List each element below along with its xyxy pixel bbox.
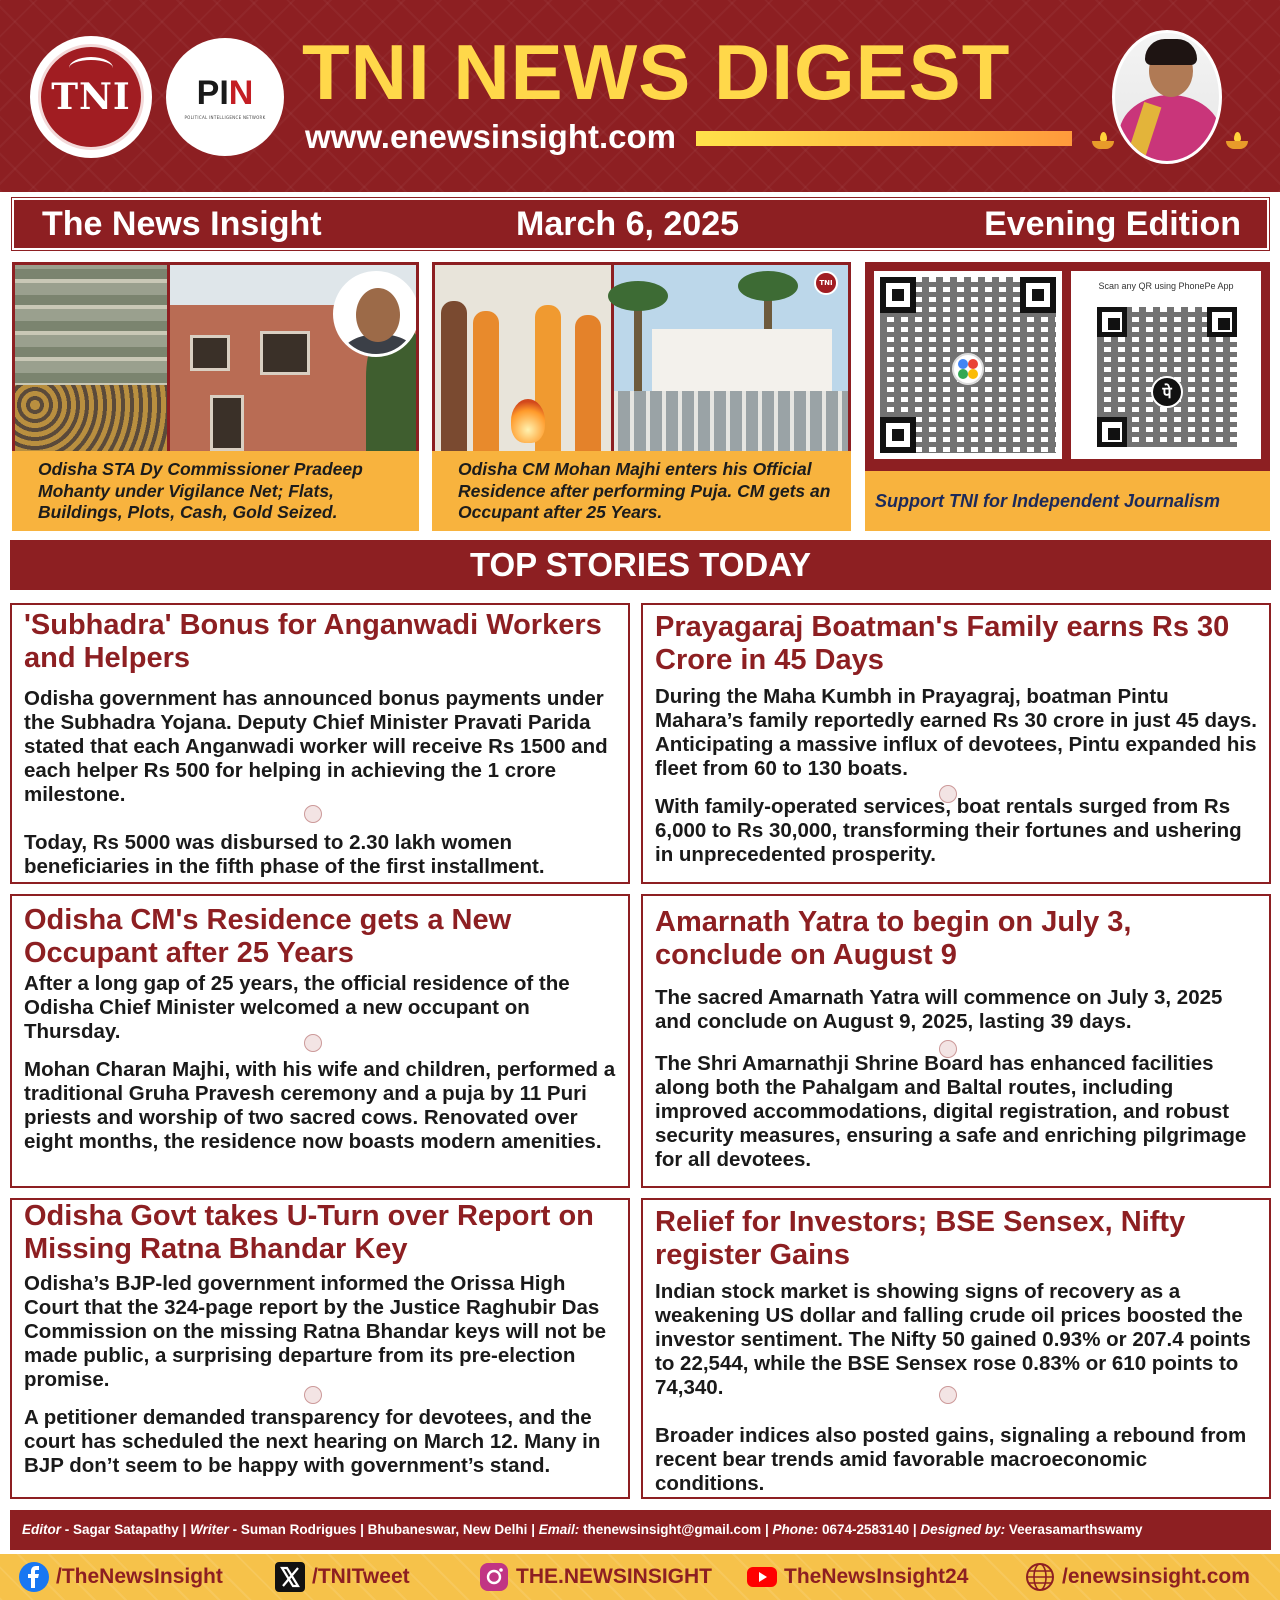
youtube-icon	[746, 1561, 778, 1593]
phonepe-icon: पे	[1151, 376, 1183, 408]
tni-watermark-icon	[939, 785, 957, 803]
tni-watermark-icon	[939, 1040, 957, 1058]
brand-name: The News Insight	[42, 205, 322, 243]
scan-note: Scan any QR using PhonePe App	[1098, 281, 1234, 291]
story-paragraph: Odisha’s BJP-led government informed the Orissa High Court that the 324-page report by the Justice Raghubir Das Commission on the missing Ratna Bhandar keys will not be made public, a surprising departure from its pre-election promise.	[24, 1272, 607, 1391]
photo-card-vigilance[interactable]	[12, 262, 419, 531]
google-pay-icon	[952, 353, 984, 385]
x-handle: /TNITweet	[312, 1565, 410, 1588]
phonepe-qr-panel[interactable]	[1071, 271, 1261, 459]
section-header	[10, 540, 1271, 590]
story-paragraph: Odisha government has announced bonus payments under the Subhadra Yojana. Deputy Chief Minister Pravati Parida stated that each Anganwadi worker will receive Rs 1500 and each helper Rs 500 for helping in achieving the 1 crore milestone.	[24, 687, 608, 806]
social-links-bar	[0, 1554, 1280, 1600]
story-paragraph: Mohan Charan Majhi, with his wife and children, performed a traditional Gruha Pravesh ceremony and a puja by 11 Puri priests and worship of two sacred cows. Renovated over eight months, the residence now boasts modern amenities.	[24, 1058, 616, 1153]
globe-icon	[1024, 1561, 1056, 1593]
x-link[interactable]	[274, 1561, 410, 1593]
digest-title: TNI NEWS DIGEST	[302, 28, 1011, 116]
instagram-icon	[478, 1561, 510, 1593]
website-url[interactable]: www.enewsinsight.com	[305, 118, 677, 155]
tni-watermark-icon	[304, 1034, 322, 1052]
story-headline: 'Subhadra' Bonus for Anganwadi Workers and Helpers	[24, 609, 602, 674]
vigilance-photo	[15, 265, 416, 451]
editor-label: Editor	[22, 1522, 61, 1537]
story-paragraph: After a long gap of 25 years, the official residence of the Odisha Chief Minister welcomed a new occupant on Thursday.	[24, 972, 570, 1043]
tni-watermark-icon: TNI	[814, 271, 838, 295]
youtube-link[interactable]	[746, 1561, 968, 1593]
story-ratna-bhandar[interactable]	[10, 1198, 630, 1499]
location: Bhubaneswar, New Delhi	[367, 1522, 528, 1537]
story-paragraph: Today, Rs 5000 was disbursed to 2.30 lakh women beneficiaries in the fifth phase of the first installment.	[24, 831, 545, 878]
support-qr-card	[865, 262, 1270, 531]
story-boatman-family[interactable]	[641, 603, 1271, 884]
story-headline: Amarnath Yatra to begin on July 3, conclude on August 9	[655, 906, 1132, 971]
pin-logo	[166, 38, 284, 156]
masthead	[0, 0, 1280, 192]
story-cm-residence[interactable]	[10, 894, 630, 1188]
story-paragraph: A petitioner demanded transparency for devotees, and the court has scheduled the next hearing on March 12. Many in BJP don’t seem to be happy with government’s stand.	[24, 1406, 601, 1477]
tni-watermark-icon	[939, 1386, 957, 1404]
diya-lamp-icon	[1226, 132, 1248, 150]
tni-logo-text: TNI	[51, 76, 131, 118]
edition-bar	[12, 198, 1269, 250]
story-paragraph: Broader indices also posted gains, signaling a rebound from recent bear trends amid favorable macroeconomic conditions.	[655, 1424, 1247, 1495]
writer-name: Suman Rodrigues	[240, 1522, 357, 1537]
decorative-bar	[696, 131, 1072, 146]
pin-logo-text: PIN	[196, 74, 254, 112]
story-paragraph: During the Maha Kumbh in Prayagraj, boatman Pintu Mahara’s family reportedly earned Rs 30 crore in just 45 days. Anticipating a massive influx of devotees, Pintu expanded his fleet from 60 to 130 boats.	[655, 685, 1257, 780]
cm-residence-photo	[435, 265, 848, 451]
photo-caption: Odisha CM Mohan Majhi enters his Official Residence after performing Puja. CM gets an Occupant after 25 Years.	[432, 451, 851, 531]
tni-watermark-icon	[304, 805, 322, 823]
edition-name: Evening Edition	[984, 205, 1241, 243]
phone-label: Phone:	[772, 1522, 819, 1537]
story-paragraph: Indian stock market is showing signs of recovery as a weakening US dollar and falling crude oil prices boosted the investor sentiment. The Nifty 50 gained 0.93% or 207.4 points to 22,544, while the BSE Sensex rose 0.83% or 610 points to 74,340.	[655, 1280, 1251, 1399]
story-amarnath-yatra[interactable]	[641, 894, 1271, 1188]
website-link[interactable]	[1024, 1561, 1250, 1593]
support-message: Support TNI for Independent Journalism	[865, 471, 1270, 531]
photo-caption: Odisha STA Dy Commissioner Pradeep Mohanty under Vigilance Net; Flats, Buildings, Plots, Cash, Gold Seized.	[12, 451, 419, 531]
tni-watermark-icon	[304, 1386, 322, 1404]
gpay-qr-code[interactable]	[874, 271, 1062, 459]
x-icon	[274, 1561, 306, 1593]
email-label: Email:	[538, 1522, 580, 1537]
story-sensex-nifty[interactable]	[641, 1198, 1271, 1499]
accused-portrait	[333, 271, 416, 357]
diya-lamp-icon	[1092, 132, 1114, 150]
designer-name: Veerasamarthswamy	[1008, 1522, 1143, 1537]
editor-name: Sagar Satapathy	[73, 1522, 179, 1537]
story-headline: Odisha CM's Residence gets a New Occupant after 25 Years	[24, 904, 512, 969]
credits-bar: Editor - Sagar Satapathy | Writer - Suman Rodrigues | Bhubaneswar, New Delhi | Email: thenewsinsight@gmail.com | Phone: 0674-2583140 | Designed by: Veerasamarthswamy	[10, 1510, 1271, 1550]
phone-number[interactable]: 0674-2583140	[822, 1522, 910, 1537]
facebook-link[interactable]	[18, 1561, 223, 1593]
writer-label: Writer	[190, 1522, 229, 1537]
pin-logo-subtitle: POLITICAL INTELLIGENCE NETWORK	[184, 115, 266, 120]
tni-logo	[30, 36, 152, 158]
designer-label: Designed by:	[920, 1522, 1006, 1537]
story-subhadra-bonus[interactable]	[10, 603, 630, 884]
story-headline: Odisha Govt takes U-Turn over Report on Missing Ratna Bhandar Key	[24, 1200, 594, 1265]
story-headline: Relief for Investors; BSE Sensex, Nifty register Gains	[655, 1206, 1186, 1271]
story-paragraph: The Shri Amarnathji Shrine Board has enhanced facilities along both the Pahalgam and Baltal routes, including improved accommodations, digital registration, and robust security measures, ensuring a safe and enriching pilgrimage for all devotees.	[655, 1052, 1247, 1171]
facebook-icon	[18, 1561, 50, 1593]
instagram-link[interactable]	[478, 1561, 712, 1593]
website-handle: /enewsinsight.com	[1062, 1565, 1250, 1588]
story-paragraph: The sacred Amarnath Yatra will commence on July 3, 2025 and conclude on August 9, 2025, lasting 39 days.	[655, 986, 1223, 1033]
youtube-handle: TheNewsInsight24	[784, 1565, 969, 1588]
story-paragraph: With family-operated services, boat rentals surged from Rs 6,000 to Rs 30,000, transforming their fortunes and ushering in unprecedented prosperity.	[655, 795, 1242, 866]
facebook-handle: /TheNewsInsight	[56, 1565, 223, 1588]
instagram-handle: THE.NEWSINSIGHT	[516, 1565, 713, 1588]
photo-card-cm-residence[interactable]	[432, 262, 851, 531]
edition-date: March 6, 2025	[516, 205, 740, 243]
email-address[interactable]: thenewsinsight@gmail.com	[583, 1522, 762, 1537]
story-headline: Prayagaraj Boatman's Family earns Rs 30 Crore in 45 Days	[655, 611, 1230, 676]
leader-portrait	[1112, 30, 1222, 164]
section-title: TOP STORIES TODAY	[469, 546, 812, 583]
